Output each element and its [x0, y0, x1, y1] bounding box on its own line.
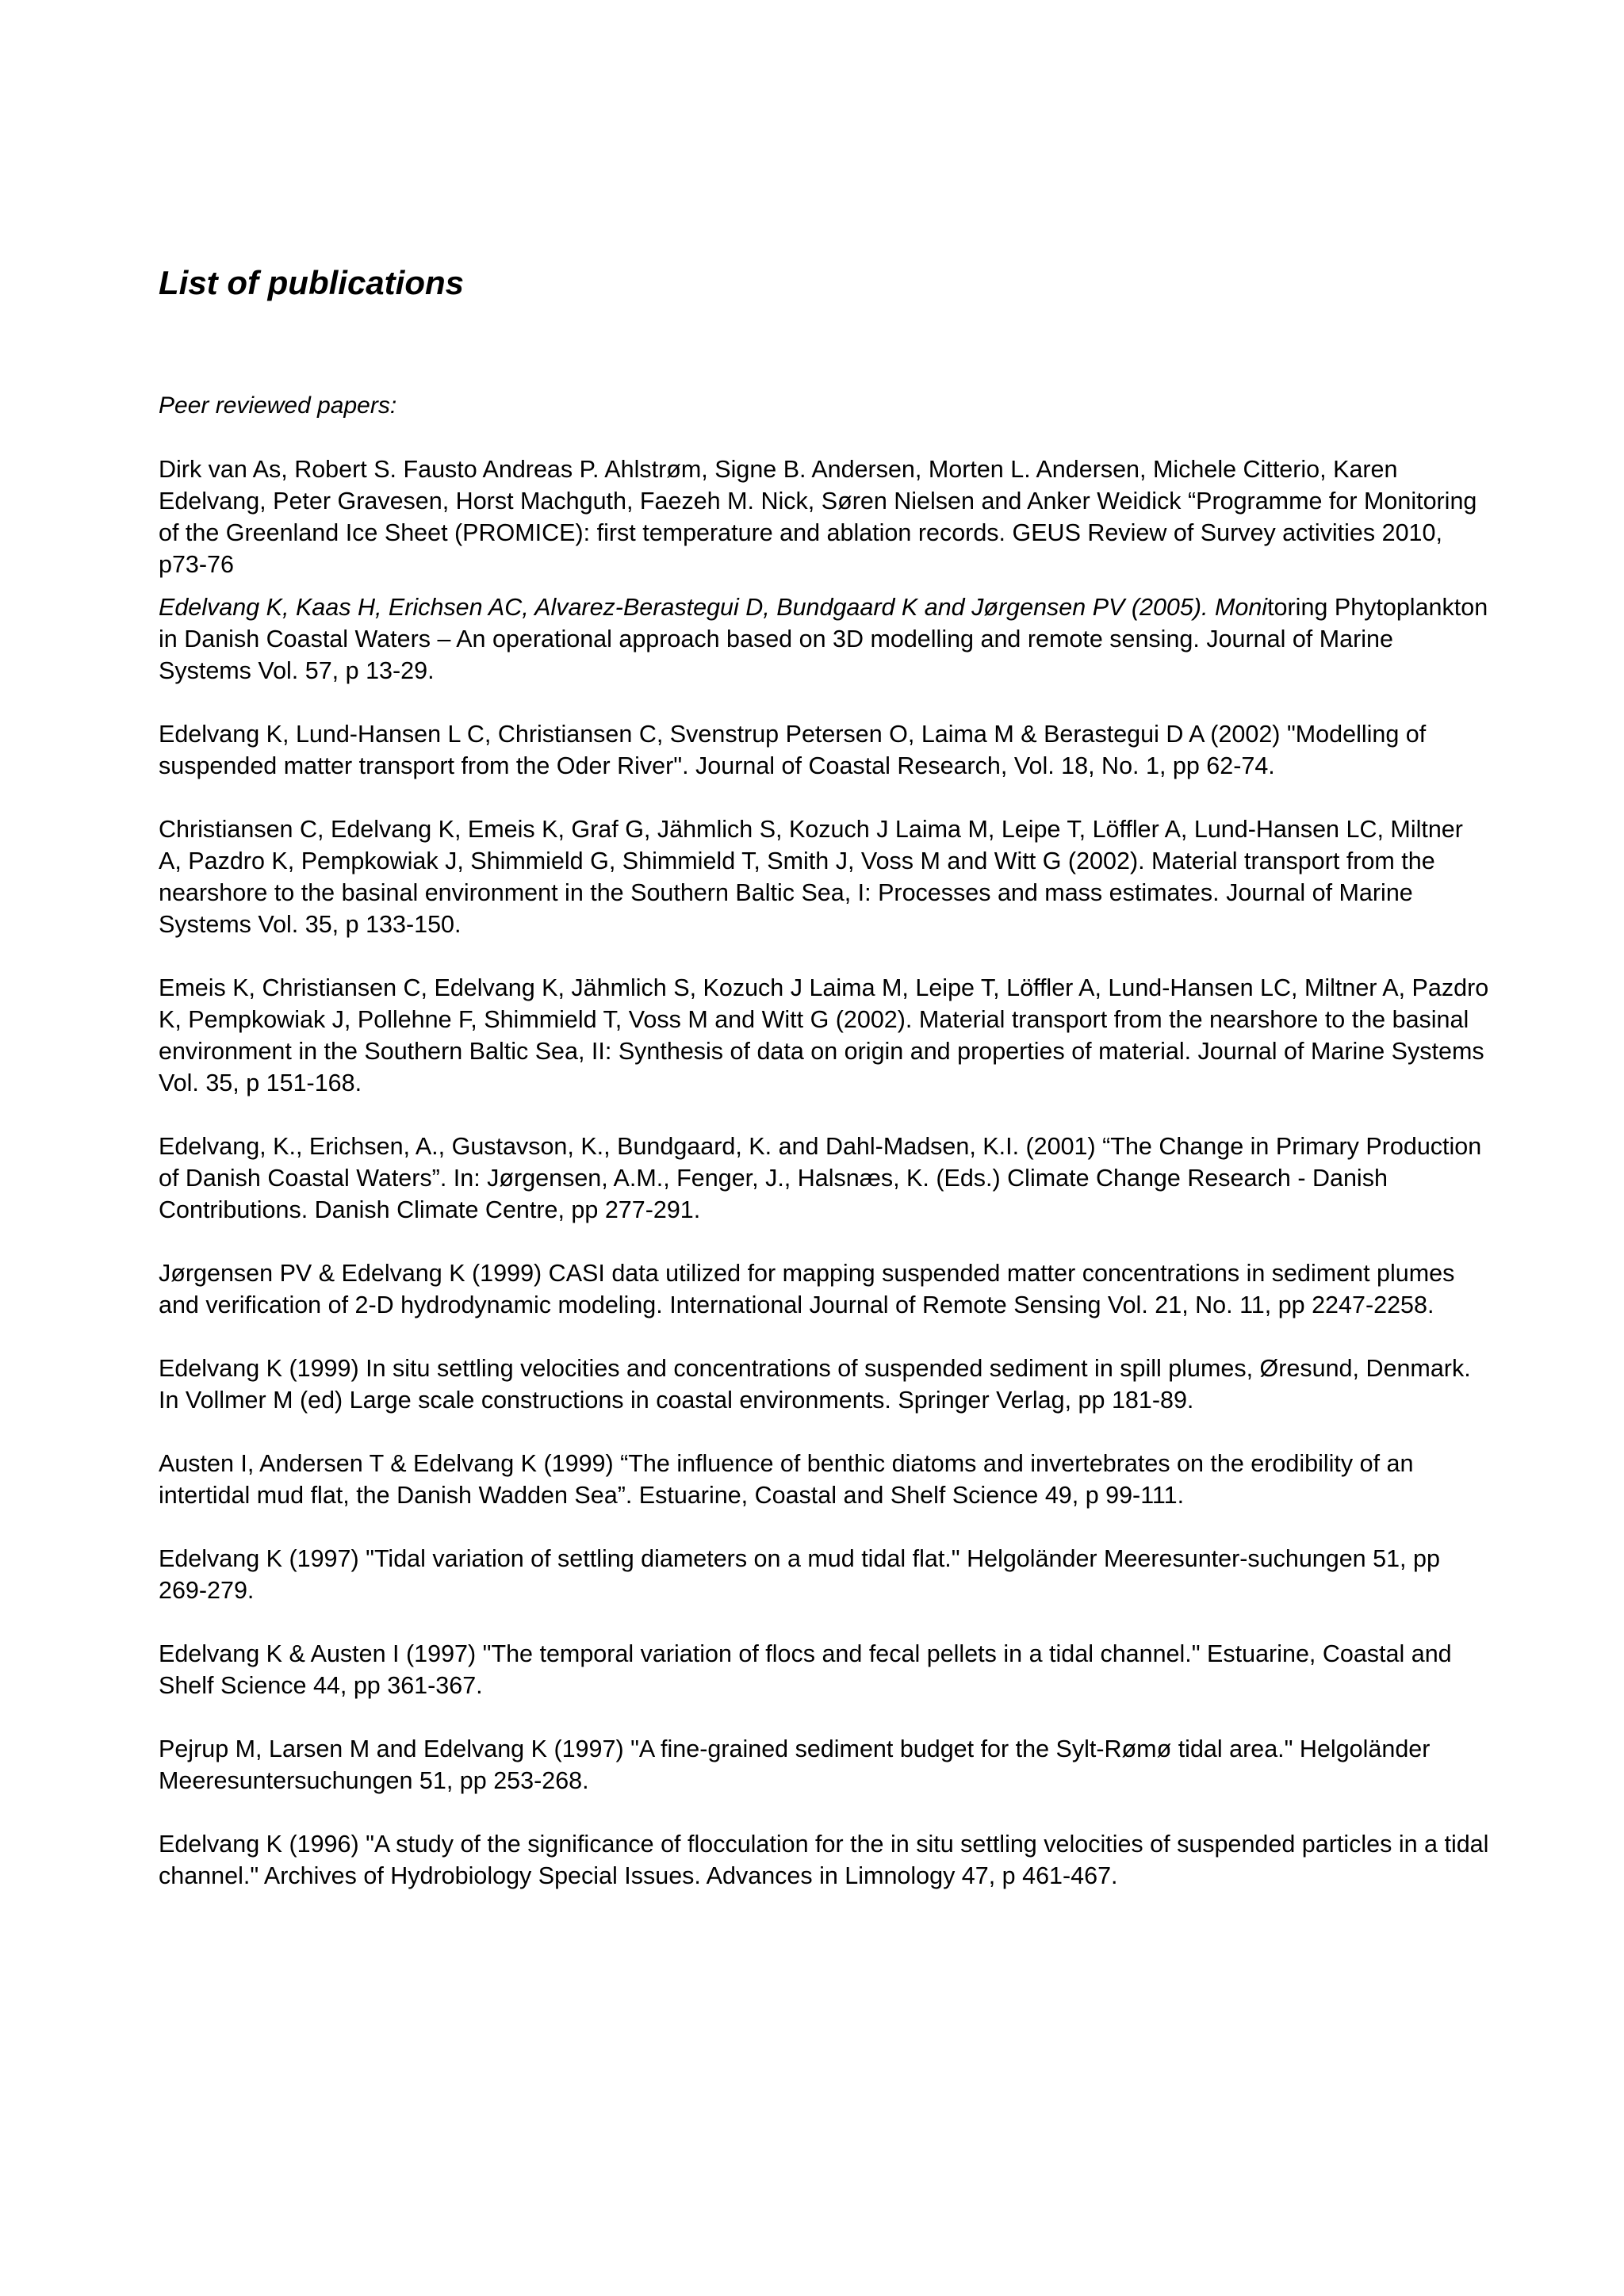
- publication-text: Edelvang K & Austen I (1997) "The temporal variation of flocs and fecal pellets in a tidal channel." Estuarine, Coastal and Shelf Science 44, pp 361-367.: [159, 1640, 1452, 1699]
- publication-text: Austen I, Andersen T & Edelvang K (1999) “The influence of benthic diatoms and invertebrates on the erodibility of an intertidal mud flat, the Danish Wadden Sea”. Estuarine, Coastal and Shelf Science 49, p 99-111.: [159, 1450, 1414, 1509]
- publication-item-2: [159, 591, 1491, 687]
- publication-item-4: [159, 813, 1491, 940]
- publication-text: Edelvang K (1997) "Tidal variation of settling diameters on a mud tidal flat." Helgoländer Meeresunter-suchungen 51, pp 269-279.: [159, 1545, 1440, 1604]
- publication-text: toring Phytoplankton in Danish Coastal Waters – An operational approach based on 3D modelling and remote sensing. Journal of Marine Systems Vol. 57, p 13-29.: [159, 594, 1488, 684]
- publication-text: Pejrup M, Larsen M and Edelvang K (1997) "A fine-grained sediment budget for the Sylt-Rømø tidal area." Helgoländer Meeresuntersuchungen 51, pp 253-268.: [159, 1735, 1431, 1794]
- publication-text: Edelvang, K., Erichsen, A., Gustavson, K., Bundgaard, K. and Dahl-Madsen, K.I. (2001) “The Change in Primary Production of Danish Coastal Waters”. In: Jørgensen, A.M., Fenger, J., Halsnæs, K. (Eds.) Climate Change Research - Danish Contributions. Danish Climate Centre, pp 277-291.: [159, 1133, 1482, 1223]
- publication-text: Emeis K, Christiansen C, Edelvang K, Jähmlich S, Kozuch J Laima M, Leipe T, Löffler A, Lund-Hansen LC, Miltner A, Pazdro K, Pempkowiak J, Pollehne F, Shimmield T, Voss M and Witt G (2002). Material transport from the nearshore to the basinal environment in the Southern Baltic Sea, II: Synthesis of data on origin and properties of material. Journal of Marine Systems Vol. 35, p 151-168.: [159, 974, 1489, 1096]
- publication-text: Jørgensen PV & Edelvang K (1999) CASI data utilized for mapping suspended matter concentrations in sediment plumes and verification of 2-D hydrodynamic modeling. International Journal of Remote Sensing Vol. 21, No. 11, pp 2247-2258.: [159, 1260, 1455, 1318]
- publication-item-6: [159, 1131, 1491, 1226]
- publication-item-11: [159, 1638, 1491, 1701]
- publication-text: Dirk van As, Robert S. Fausto Andreas P. Ahlstrøm, Signe B. Andersen, Morten L. Andersen, Michele Citterio, Karen Edelvang, Peter Gravesen, Horst Machguth, Faezeh M. Nick, Søren Nielsen and Anker Weidick “Programme for Monitoring of the Greenland Ice Sheet (PROMICE): first temperature and ablation records. GEUS Review of Survey activities 2010, p73-76: [159, 456, 1477, 578]
- publication-item-7: [159, 1257, 1491, 1321]
- publication-item-3: [159, 718, 1491, 782]
- publication-item-8: [159, 1353, 1491, 1416]
- publication-item-13: [159, 1828, 1491, 1892]
- publication-list: [159, 453, 1491, 1923]
- publication-item-12: [159, 1733, 1491, 1797]
- publication-item-9: [159, 1448, 1491, 1511]
- publication-text: Edelvang K (1996) "A study of the significance of flocculation for the in situ settling velocities of suspended particles in a tidal channel." Archives of Hydrobiology Special Issues. Advances in Limnology 47, p 461-467.: [159, 1831, 1489, 1889]
- publication-text: Edelvang K (1999) In situ settling velocities and concentrations of suspended sediment in spill plumes, Øresund, Denmark. In Vollmer M (ed) Large scale constructions in coastal environments. Springer Verlag, pp 181-89.: [159, 1355, 1471, 1414]
- publication-lead: Edelvang K, Kaas H, Erichsen AC, Alvarez-Berastegui D, Bundgaard K and Jørgensen PV (2005). Moni: [159, 594, 1268, 621]
- publication-item-10: [159, 1543, 1491, 1606]
- page-title: List of publications: [159, 264, 464, 301]
- publication-text: Edelvang K, Lund-Hansen L C, Christiansen C, Svenstrup Petersen O, Laima M & Berastegui D A (2002) "Modelling of suspended matter transport from the Oder River". Journal of Coastal Research, Vol. 18, No. 1, pp 62-74.: [159, 721, 1427, 779]
- document-page: [159, 0, 1491, 2296]
- publication-text: Christiansen C, Edelvang K, Emeis K, Graf G, Jähmlich S, Kozuch J Laima M, Leipe T, Löffler A, Lund-Hansen LC, Miltner A, Pazdro K, Pempkowiak J, Shimmield G, Shimmield T, Smith J, Voss M and Witt G (2002). Material transport from the nearshore to the basinal environment in the Southern Baltic Sea, I: Processes and mass estimates. Journal of Marine Systems Vol. 35, p 133-150.: [159, 816, 1463, 938]
- publication-item-1: [159, 453, 1491, 580]
- section-subtitle: Peer reviewed papers:: [159, 392, 397, 419]
- publication-item-5: [159, 972, 1491, 1099]
